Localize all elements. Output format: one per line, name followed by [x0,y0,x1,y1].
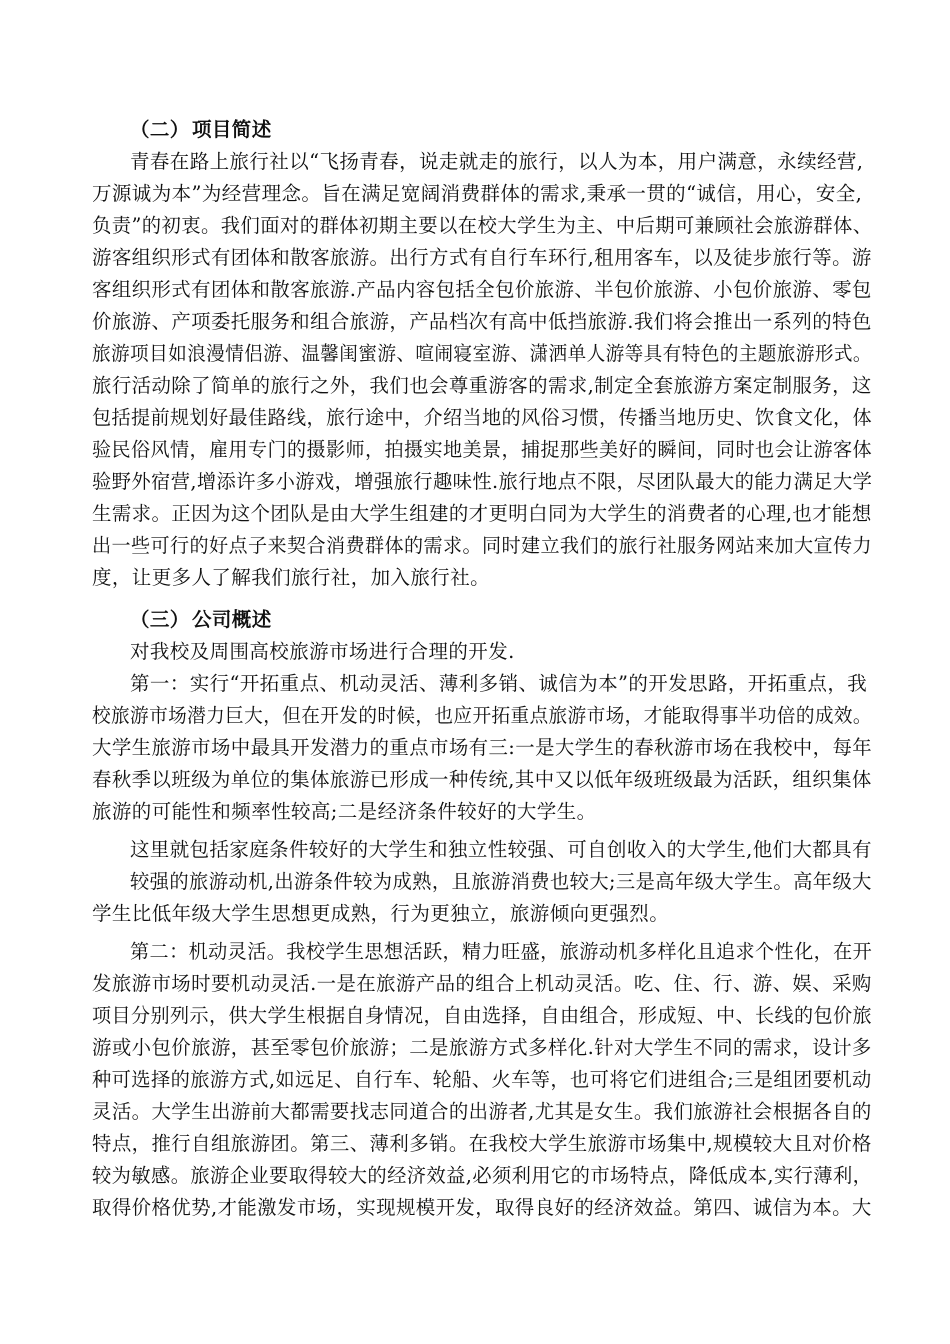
paragraph-line: 第一：实行“开拓重点、机动灵活、薄利多销、诚信为本”的开发思路，开拓重点，我 [130,672,868,695]
paragraph-line: 第二：机动灵活。我校学生思想活跃，精力旺盛，旅游动机多样化且追求个性化，在开 [130,940,873,963]
section-title: 公司概述 [192,608,272,631]
paragraph-line: 取得价格优势,才能激发市场，实现规模开发，取得良好的经济效益。第四、诚信为本。大 [92,1196,872,1219]
paragraph-line: 较为敏感。旅游企业要取得较大的经济效益,必须利用它的市场特点，降低成本,实行薄利， [92,1164,873,1187]
section-heading-company [130,604,272,636]
paragraph-line: 旅游的可能性和频率性较高;二是经济条件较好的大学生。 [92,800,597,823]
paragraph-line: 这里就包括家庭条件较好的大学生和独立性较强、可自创收入的大学生,他们大都具有 [130,838,872,861]
section-heading-project [130,114,272,146]
paragraph-line: 青春在路上旅行社以“飞扬青春，说走就走的旅行，以人为本，用户满意，永续经营, [130,150,864,173]
paragraph-line: 旅行活动除了简单的旅行之外，我们也会尊重游客的需求,制定全套旅游方案定制服务，这 [92,374,872,397]
paragraph-line: 发旅游市场时要机动灵活.一是在旅游产品的组合上机动灵活。吃、住、行、游、娱、采购 [92,972,872,995]
section-number: （三） [130,608,190,631]
paragraph-line: 灵活。大学生出游前大都需要找志同道合的出游者,尤其是女生。我们旅游社会根据各自的 [92,1100,872,1123]
paragraph-line: 旅游项目如浪漫情侣游、温馨闺蜜游、喧闹寝室游、潇洒单人游等具有特色的主题旅游形式。 [92,342,872,365]
paragraph-line: 验民俗风情，雇用专门的摄影师，拍摄实地美景，捕捉那些美好的瞬间，同时也会让游客体 [92,438,873,461]
paragraph-line: 包括提前规划好最佳路线，旅行途中，介绍当地的风俗习惯，传播当地历史、饮食文化，体 [92,406,873,429]
paragraph-line: 万源诚为本”为经营理念。旨在满足宽阔消费群体的需求,秉承一贯的“诚信，用心，安全, [92,182,863,205]
paragraph-line: 验野外宿营,增添许多小游戏，增强旅行趣味性.旅行地点不限，尽团队最大的能力满足大学 [92,470,873,493]
section-title: 项目简述 [192,118,272,141]
paragraph-line: 春秋季以班级为单位的集体旅游已形成一种传统,其中又以低年级班级最为活跃，组织集体 [92,768,872,791]
paragraph-line: 种可选择的旅游方式,如远足、自行车、轮船、火车等，也可将它们进组合;三是组团要机动 [92,1068,872,1091]
paragraph-line: 大学生旅游市场中最具开发潜力的重点市场有三:一是大学生的春秋游市场在我校中，每年 [92,736,873,759]
paragraph-line: 客组织形式有团体和散客旅游.产品内容包括全包价旅游、半包价旅游、小包价旅游、零包 [92,278,872,301]
paragraph-line: 价旅游、产项委托服务和组合旅游，产品档次有高中低挡旅游.我们将会推出一系列的特色 [92,310,872,333]
paragraph-line: 游或小包价旅游，甚至零包价旅游；二是旅游方式多样化.针对大学生不同的需求，设计多 [92,1036,872,1059]
paragraph-line: 生需求。正因为这个团队是由大学生组建的才更明白同为大学生的消费者的心理,也才能想 [92,502,872,525]
paragraph-line: 出一些可行的好点子来契合消费群体的需求。同时建立我们的旅行社服务网站来加大宣传力 [92,534,873,557]
paragraph-line: 较强的旅游动机,出游条件较为成熟，且旅游消费也较大;三是高年级大学生。高年级大 [130,870,872,893]
paragraph-line: 特点，推行自组旅游团。第三、薄利多销。在我校大学生旅游市场集中,规模较大且对价格 [92,1132,872,1155]
paragraph-line: 度，让更多人了解我们旅行社，加入旅行社。 [92,566,491,589]
paragraph-line: 对我校及周围高校旅游市场进行合理的开发. [130,640,515,663]
section-number: （二） [130,118,190,141]
paragraph-line: 负责”的初衷。我们面对的群体初期主要以在校大学生为主、中后期可兼顾社会旅游群体、 [92,214,873,237]
paragraph-line: 校旅游市场潜力巨大，但在开发的时候，也应开拓重点旅游市场，才能取得事半功倍的成效。 [92,704,872,727]
paragraph-line: 学生比低年级大学生思想更成熟，行为更独立，旅游倾向更强烈。 [92,902,670,925]
paragraph-line: 游客组织形式有团体和散客旅游。出行方式有自行车环行,租用客车，以及徒步旅行等。游 [92,246,872,269]
paragraph-line: 项目分别列示，供大学生根据自身情况，自由选择，自由组合，形成短、中、长线的包价旅 [92,1004,873,1027]
